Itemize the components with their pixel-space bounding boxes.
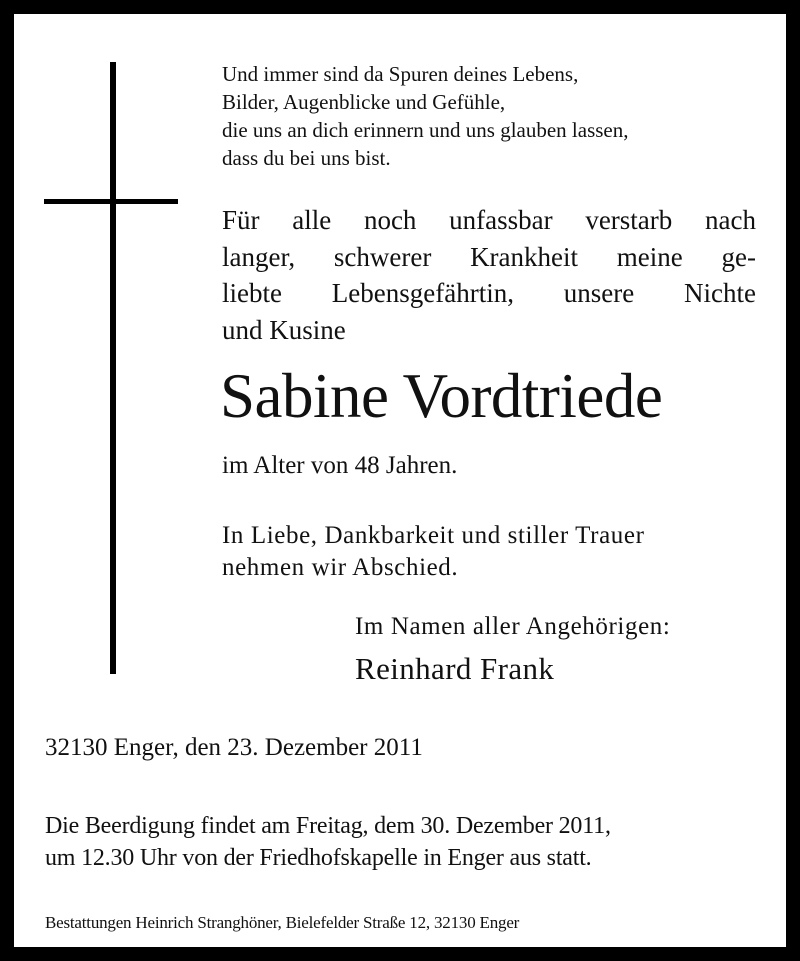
word: langer,	[222, 241, 296, 272]
signer-name: Reinhard Frank	[355, 651, 555, 686]
death-announcement	[222, 202, 756, 348]
word: verstarb	[585, 205, 673, 235]
obituary-notice	[14, 14, 786, 947]
word: Krankheit	[470, 241, 579, 272]
poem-line: dass du bei uns bist.	[222, 146, 391, 170]
poem-line: die uns an dich erinnern und uns glauben lassen,	[222, 118, 629, 142]
word: unfassbar	[449, 205, 553, 235]
word: unsere	[563, 278, 635, 308]
place-date: 32130 Enger, den 23. Dezember 2011	[45, 734, 423, 761]
poem-line: Und immer sind da Spuren deines Lebens,	[222, 62, 579, 86]
funeral-info	[45, 810, 611, 874]
cross-icon	[110, 62, 116, 674]
word: liebte	[222, 278, 282, 308]
word: schwerer	[333, 241, 432, 272]
word: und Kusine	[222, 314, 346, 345]
undertaker-info: Bestattungen Heinrich Stranghöner, Bielefelder Straße 12, 32130 Enger	[45, 913, 520, 932]
announcement-line	[222, 202, 756, 239]
mourning-line: nehmen wir Abschied.	[222, 554, 459, 581]
funeral-line: um 12.30 Uhr von der Friedhofskapelle in Enger aus statt.	[45, 845, 592, 871]
word: Nichte	[684, 278, 756, 308]
announcement-line	[222, 275, 756, 312]
on-behalf-label: Im Namen aller Angehörigen:	[355, 613, 671, 640]
mourning-text	[222, 520, 645, 584]
poem-line: Bilder, Augenblicke und Gefühle,	[222, 90, 506, 114]
word: nach	[705, 205, 756, 235]
poem	[222, 60, 629, 172]
cross-icon-crossbar	[44, 199, 178, 204]
word: Lebensgefährtin,	[331, 278, 514, 308]
word: meine	[616, 241, 683, 272]
mourning-line: In Liebe, Dankbarkeit und stiller Trauer	[222, 522, 645, 549]
word: Für	[222, 205, 260, 235]
announcement-line	[222, 239, 756, 276]
announcement-line	[222, 312, 756, 349]
deceased-name: Sabine Vordtriede	[220, 361, 663, 431]
age-text: im Alter von 48 Jahren.	[222, 452, 458, 479]
word: ge-	[721, 241, 756, 272]
word: noch	[363, 205, 417, 235]
funeral-line: Die Beerdigung findet am Freitag, dem 30. Dezember 2011,	[45, 813, 611, 839]
word: alle	[292, 205, 332, 235]
